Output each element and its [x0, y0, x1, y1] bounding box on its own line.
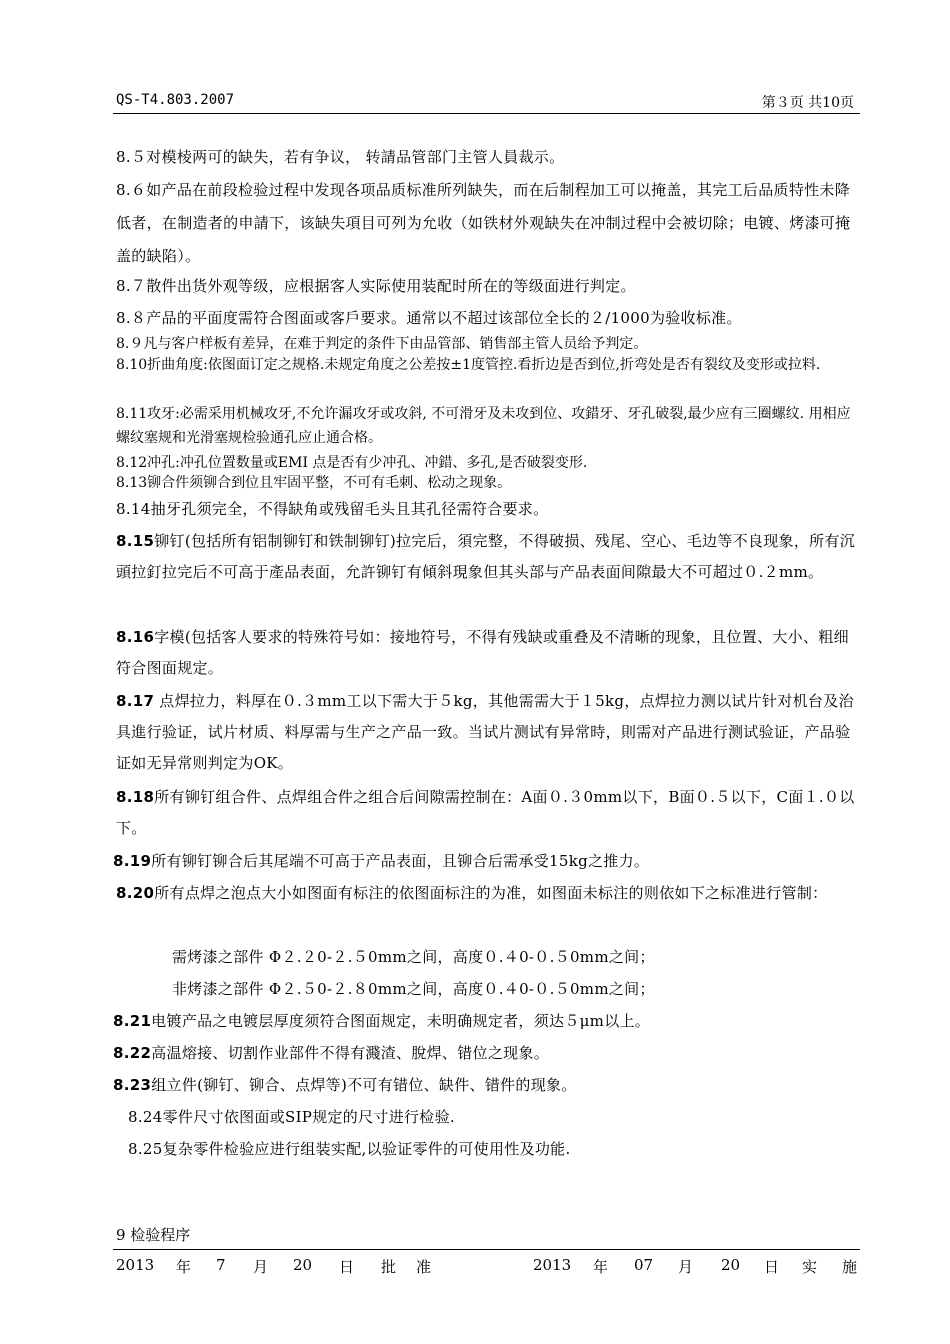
para-text: 非烤漆之部件 Φ２.５0-２.８0mm之间，高度０.４0-０.５0mm之间；: [172, 980, 655, 998]
para-number: 8.14: [116, 500, 151, 518]
para-8-13: [116, 472, 856, 494]
footer-rule: [113, 1249, 860, 1250]
para-text: 散件出货外观等级，应根据客人实际使用装配时所在的等级面进行判定。: [146, 277, 636, 295]
para-number: 8.19: [113, 852, 152, 870]
footer-implement-label-2: 施: [842, 1258, 858, 1276]
para-text: 所有点焊之泡点大小如图面有标注的依图面标注的为准，如图面未标注的则依如下之标准进行管制：: [154, 884, 828, 902]
footer-implement-day: 20: [721, 1256, 741, 1274]
para-8-24: [128, 1102, 848, 1133]
para-8-5: [116, 142, 856, 173]
para-8-19: [113, 846, 853, 877]
para-number: 8.20: [116, 884, 155, 902]
spec-paint-parts: [172, 942, 852, 973]
para-text: 电镀产品之电镀层厚度须符合图面规定，未明确规定者，须达５μm以上。: [151, 1012, 651, 1030]
footer-approve-year: 2013: [116, 1256, 155, 1274]
para-number: 8.24: [128, 1108, 163, 1126]
spec-nonpaint-parts: [172, 974, 852, 1005]
para-text: 如产品在前段检验过程中发现各项品质标准所列缺失，而在后制程加工可以掩盖，其完工后品质特性未降低者，在制造者的申請下，该缺失項目可列为允收（如铁材外观缺失在冲制过程中会被切除；电镀、烤漆可掩盖的缺陷）。: [116, 181, 851, 265]
para-text: 铆钉(包括所有铝制铆钉和铁制铆钉)拉完后，須完整，不得破损、残尾、空心、毛边等不良现象，所有沉頭拉釘拉完后不可高于產品表面，允許铆钉有傾斜現象但其头部与产品表面间隙最大不可超过０.２mm。: [116, 532, 856, 581]
footer-approve-label-2: 准: [416, 1258, 432, 1276]
para-number: 8.９: [116, 336, 144, 352]
footer-approve-month: 7: [216, 1256, 226, 1274]
para-8-8: [116, 303, 856, 334]
para-text: 零件尺寸依图面或SIP规定的尺寸进行检验.: [162, 1108, 455, 1126]
footer-approve-month-unit: 月: [253, 1258, 269, 1276]
para-text: 折曲角度:依图面订定之规格.未规定角度之公差按±1度管控.看折边是否到位,折弯处是否有裂纹及变形或拉料.: [147, 357, 821, 373]
para-number: 8.16: [116, 628, 155, 646]
para-text: 点焊拉力，料厚在０.３mm工以下需大于５kg，其他需需大于１5kg，点焊拉力测以试片针对机台及治具進行验证，试片材质、料厚需与生产之产品一致。当试片测试有异常時，則需对产品进行测试验证，产品验证如无异常则判定为OK。: [116, 692, 854, 772]
para-text: 攻牙:必需采用机械攻牙,不允许漏攻牙或攻斜, 不可滑牙及未攻到位、攻錯牙、牙孔破裂,最少应有三圈螺纹. 用相应螺纹塞规和光滑塞规检验通孔应止通合格。: [116, 406, 851, 446]
para-text: 所有铆钉铆合后其尾端不可高于产品表面，且铆合后需承受15kg之推力。: [151, 852, 650, 870]
para-number: 8.22: [113, 1044, 152, 1062]
footer-implement-month-unit: 月: [678, 1258, 694, 1276]
para-text: 产品的平面度需符合图面或客戶要求。通常以不超过该部位全长的２/1000为验收标准。: [146, 309, 742, 327]
para-number: 8.25: [128, 1140, 163, 1158]
para-8-16: [116, 622, 856, 684]
header-rule: [113, 113, 860, 114]
para-number: 8.18: [116, 788, 155, 806]
para-text: 凡与客户样板有差异，在难于判定的条件下由品管部、销售部主管人员给予判定。: [143, 336, 648, 352]
para-8-11: [116, 402, 856, 450]
para-number: 8.10: [116, 357, 148, 373]
header-page-info: 第３页 共10页: [761, 95, 854, 111]
para-number: 8.７: [116, 277, 147, 295]
para-8-20: [116, 878, 856, 909]
para-8-22: [113, 1038, 853, 1069]
para-text: 冲孔:冲孔位置数量或EMI 点是否有少冲孔、冲錯、多孔,是否破裂变形.: [147, 455, 588, 471]
para-text: 字模(包括客人要求的特殊符号如：接地符号，不得有残缺或重叠及不清晰的现象，且位置、大小、粗细符合图面规定。: [116, 628, 849, 677]
para-text: 对模棱两可的缺失，若有争议， 转請品管部门主管人員裁示。: [146, 148, 565, 166]
para-number: 8.21: [113, 1012, 152, 1030]
footer-implement-year-unit: 年: [593, 1258, 609, 1276]
para-8-21: [113, 1006, 853, 1037]
para-8-14: [116, 494, 856, 525]
footer-implement-year: 2013: [533, 1256, 572, 1274]
para-number: 8.５: [116, 148, 147, 166]
para-text: 需烤漆之部件 Φ２.２0-２.５0mm之间，高度０.４0-０.５0mm之间；: [172, 948, 655, 966]
para-text: 所有铆钉组合件、点焊组合件之组合后间隙需控制在：A面０.３0mm以下，B面０.５以下，C面１.０以下。: [116, 788, 855, 837]
para-8-18: [116, 782, 856, 844]
para-text: 组立件(铆钉、铆合、点焊等)不可有错位、缺件、错件的现象。: [151, 1076, 577, 1094]
footer-implement-day-unit: 日: [764, 1258, 780, 1276]
para-number: 8.６: [116, 181, 147, 199]
para-text: 抽牙孔须完全，不得缺角或残留毛头且其孔径需符合要求。: [150, 500, 549, 518]
para-text: 铆合件须铆合到位且牢固平整，不可有毛刺、松动之现象。: [147, 475, 512, 491]
para-8-10: [116, 354, 856, 376]
footer-approve-year-unit: 年: [176, 1258, 192, 1276]
para-8-17: [116, 686, 856, 779]
para-number: 8.15: [116, 532, 155, 550]
para-number: 8.23: [113, 1076, 152, 1094]
footer-implement-label-1: 实: [802, 1258, 818, 1276]
footer-approve-day-unit: 日: [339, 1258, 355, 1276]
footer-approve-day: 20: [293, 1256, 313, 1274]
para-number: 8.11: [116, 406, 148, 422]
para-number: 8.13: [116, 475, 148, 491]
para-8-9: [116, 333, 856, 355]
para-number: 8.12: [116, 455, 148, 471]
footer-implement-month: 07: [634, 1256, 654, 1274]
para-8-6: [116, 174, 856, 273]
para-8-25: [128, 1134, 848, 1165]
section-9-heading: 9 检验程序: [116, 1226, 191, 1244]
para-text: 高温熔接、切割作业部件不得有濺渣、脫焊、错位之现象。: [151, 1044, 550, 1062]
para-8-12: [116, 452, 856, 474]
para-number: 8.17: [116, 692, 155, 710]
para-8-15: [116, 526, 856, 588]
para-8-7: [116, 271, 856, 302]
footer-approve-label-1: 批: [381, 1258, 397, 1276]
header-doc-number: QS-T4.803.2007: [116, 92, 235, 108]
para-text: 复杂零件检验应进行组装实配,以验证零件的可使用性及功能.: [162, 1140, 571, 1158]
para-8-23: [113, 1070, 853, 1101]
para-number: 8.８: [116, 309, 147, 327]
